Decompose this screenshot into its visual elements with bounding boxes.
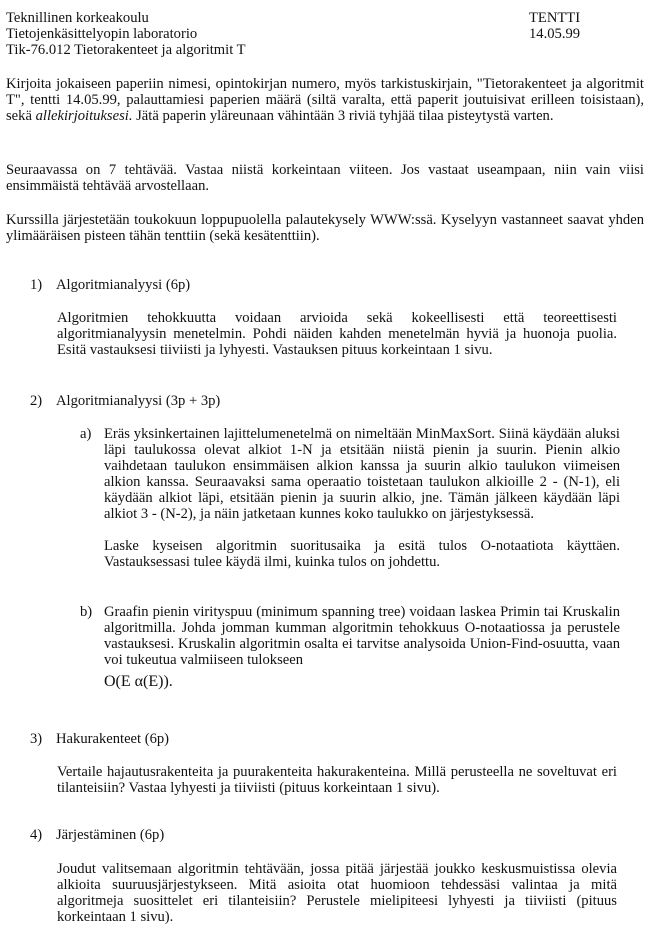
laboratory-name: Tietojenkäsittelyopin laboratorio (6, 26, 198, 42)
task-2a-question: Laske kyseisen algoritmin suoritusaika ja esitä tulos O-notaatiota käyttäen. Vastauksessasi tulee käydä ilmi, kuinka tulos on johdettu. (104, 538, 620, 570)
instructions-paragraph (6, 76, 644, 124)
task-1-heading (30, 277, 190, 293)
instructions-emphasis: allekirjoituksesi. (35, 108, 133, 124)
task-2-number: 2) (30, 393, 43, 409)
task-3-body (57, 764, 617, 796)
task-2b-content (104, 604, 620, 690)
task-4-body (57, 861, 617, 925)
notice-text: Seuraavassa on 7 tehtävää. Vastaa niistä korkeintaan viiteen. Jos vastaat useampaan, niin vain viisi ensimmäistä tehtävää arvostellaan. (6, 162, 644, 194)
task-4-title: Järjestäminen (6p) (56, 827, 165, 843)
task-4-number: 4) (30, 827, 43, 843)
task-1-body (57, 310, 617, 358)
exam-date: 14.05.99 (529, 26, 581, 42)
instructions-text-1: Kirjoita jokaiseen paperiin nimesi, opintokirjan numero, myös tarkistuskirjain, "Tietorakenteet ja algoritmit T", tentti 14.05.99, palauttamiesi paperien määrä (siltä varalta, että paperit joutuisivat erilleen toisistaan), sekä (6, 76, 644, 124)
university-name: Teknillinen korkeakoulu (6, 10, 149, 26)
page-header (6, 10, 646, 58)
header-right (529, 10, 580, 42)
survey-text: Kurssilla järjestetään toukokuun loppupuolella palautekysely WWW:ssä. Kyselyyn vastanneet saavat yhden ylimääräisen pisteen tähän tenttiin (sekä kesätenttiin). (6, 212, 644, 244)
task-2-title: Algoritmianalyysi (3p + 3p) (56, 393, 221, 409)
exam-label: TENTTI (529, 10, 581, 26)
survey-paragraph (6, 212, 644, 244)
task-3-heading (30, 731, 169, 747)
task-4-heading (30, 827, 164, 843)
task-3-text: Vertaile hajautusrakenteita ja puurakenteita hakurakenteina. Millä perusteella ne soveltuvat eri tilanteisiin? Vastaa lyhyesti ja tiiviisti (pituus korkeintaan 1 sivu). (57, 764, 617, 796)
task-3-number: 3) (30, 731, 43, 747)
task-2b-text: Graafin pienin virityspuu (minimum spanning tree) voidaan laskea Primin tai Kruskalin algoritmilla. Johda jomman kumman algoritmin tehokkuus O-notaatiossa ja perustele vastauksesi. Kruskalin algoritmin osalta ei tarvitse analysoida Union-Find-osuutta, vaan voi tukeutua valmiiseen tulokseen (104, 604, 620, 668)
task-2a-text: Eräs yksinkertainen lajittelumenetelmä on nimeltään MinMaxSort. Siinä käydään aluksi läpi taulukossa olevat alkiot 1-N ja etsitään niistä pienin ja suurin. Pienin alkio vaihdetaan taulukon ensimmäisen alkion kanssa ja suurin alkio taulukon viimeisen alkion kanssa. Seuraavaksi sama operaatio toistetaan taulukon alkioille 2 - (N-1), eli käydään alkiot läpi, etsitään pienin ja suurin alkio, jne. Tämän jälkeen käydään läpi alkiot 3 - (N-2), ja näin jatketaan kunnes koko taulukko on järjestyksessä. (104, 426, 620, 522)
task-2b-formula: O(E α(E)). (104, 673, 173, 690)
task-4-text: Joudut valitsemaan algoritmin tehtävään, jossa pitää järjestää joukko keskusmuistissa olevia alkioita suuruusjärjestykseen. Mitä asioita otat huomioon tehdessäsi valintaa ja mitä algoritmeja suosittelet eri tilanteisiin? Perustele mielipiteesi lyhyesti ja tiiviisti (pituus korkeintaan 1 sivu). (57, 861, 617, 925)
task-2a-content (104, 426, 620, 570)
task-3-title: Hakurakenteet (6p) (56, 731, 170, 747)
notice-paragraph (6, 162, 644, 194)
task-2-heading (30, 393, 220, 409)
instructions-text-2: Jätä paperin yläreunaan vähintään 3 riviä tyhjää tilaa pisteytystä varten. (136, 108, 554, 124)
task-1-number: 1) (30, 277, 43, 293)
task-1-text: Algoritmien tehokkuutta voidaan arvioida sekä kokeellisesti että teoreettisesti algoritmianalyysin menetelmin. Pohdi näiden kahden menetelmän hyviä ja huonoja puolia. Esitä vastauksesi tiiviisti ja lyhyesti. Vastauksen pituus korkeintaan 1 sivu. (57, 310, 617, 358)
course-name: Tik-76.012 Tietorakenteet ja algoritmit T (6, 42, 246, 58)
task-1-title: Algoritmianalyysi (6p) (56, 277, 191, 293)
task-2a-label: a) (80, 426, 92, 442)
task-2b-label: b) (80, 604, 93, 620)
